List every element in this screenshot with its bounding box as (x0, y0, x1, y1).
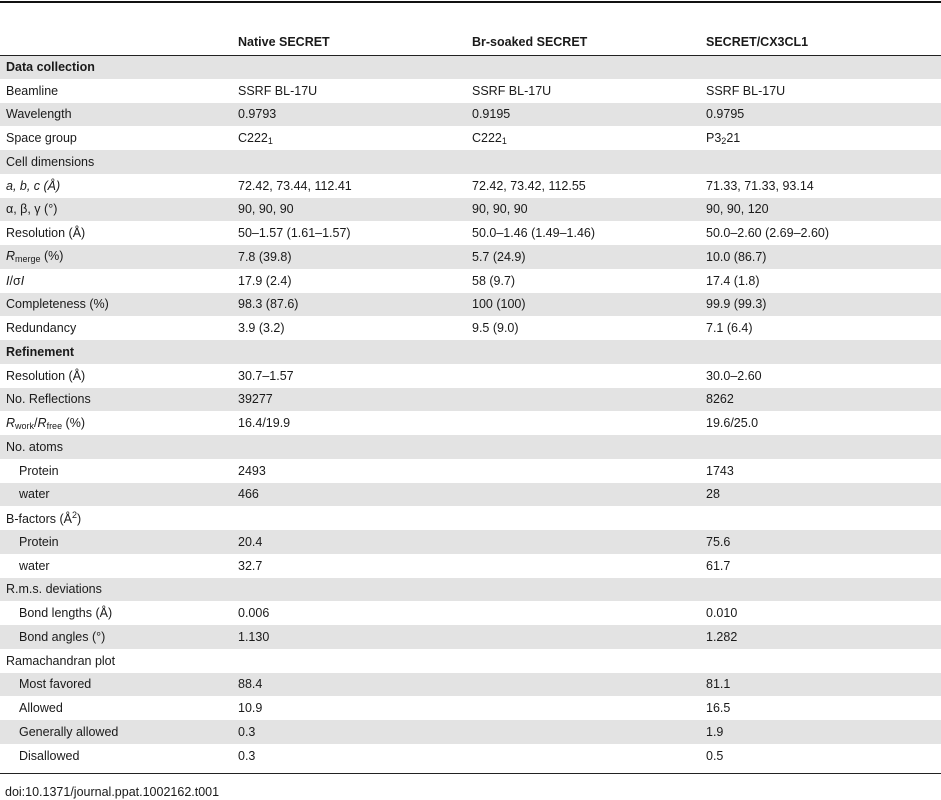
space-group-complex-suffix: 21 (726, 130, 741, 145)
table-cell: 466 (238, 487, 259, 502)
table-cell (232, 435, 466, 459)
table-row (0, 530, 941, 554)
table-cell (700, 506, 941, 530)
table-cell: 1743 (706, 463, 734, 478)
table-cell: 0.5 (706, 748, 724, 763)
table-cell (466, 625, 700, 649)
row-label: Resolution (Å) (6, 226, 86, 241)
table-cell (466, 388, 700, 412)
table-cell: 3.9 (3.2) (238, 321, 285, 336)
table-cell: 20.4 (238, 534, 263, 549)
table-cell (232, 649, 466, 673)
column-header-br-soaked: Br-soaked SECRET (472, 34, 588, 49)
table-cell: 39277 (238, 392, 273, 407)
table-cell (466, 530, 700, 554)
table-cell (466, 578, 700, 602)
table-cell: 72.42, 73.42, 112.55 (472, 178, 586, 193)
row-label: No. atoms (6, 439, 63, 454)
table-cell: 28 (706, 487, 720, 502)
table-cell (466, 150, 700, 174)
table-cell: 0.3 (238, 724, 256, 739)
table-row (0, 578, 941, 602)
table-row (0, 245, 941, 269)
section-heading-refinement: Refinement (6, 344, 75, 359)
table-cell: 1.9 (706, 724, 724, 739)
table-cell: SSRF BL-17U (706, 83, 786, 98)
table-cell (466, 506, 700, 530)
table-cell: 0.9793 (238, 107, 277, 122)
row-label: Most favored (19, 677, 92, 692)
table-cell: 90, 90, 90 (238, 202, 294, 217)
table-cell (466, 554, 700, 578)
row-label: Wavelength (6, 107, 72, 122)
table-cell (700, 578, 941, 602)
table-cell: 0.3 (238, 748, 256, 763)
row-label: Bond angles (°) (19, 629, 106, 644)
table-cell: 81.1 (706, 677, 731, 692)
table-cell (700, 150, 941, 174)
row-label: I/σI (6, 273, 25, 288)
row-label: water (19, 487, 50, 502)
table-cell (466, 720, 700, 744)
table-row (0, 459, 941, 483)
column-header-complex: SECRET/CX3CL1 (706, 34, 809, 49)
space-group-br: C222 (472, 130, 502, 145)
table-cell: 7.1 (6.4) (706, 321, 753, 336)
table-cell: 61.7 (706, 558, 731, 573)
row-label: water (19, 558, 50, 573)
top-rule (0, 1, 941, 3)
doi-caption: doi:10.1371/journal.ppat.1002162.t001 (5, 785, 220, 799)
table-cell: 50.0–1.46 (1.49–1.46) (472, 226, 596, 241)
table-row (0, 198, 941, 222)
table-row (0, 340, 941, 364)
table-cell (232, 150, 466, 174)
row-label: α, β, γ (°) (6, 202, 58, 217)
table-row (0, 55, 941, 79)
row-label: Resolution (Å) (6, 368, 86, 383)
table-cell: 16.4/19.9 (238, 416, 291, 431)
bottom-rule (0, 773, 941, 774)
row-label (0, 174, 232, 198)
table-row (0, 506, 941, 530)
table-row (0, 79, 941, 103)
table-cell (466, 364, 700, 388)
table-cell: 50–1.57 (1.61–1.57) (238, 226, 351, 241)
column-header-empty (0, 29, 232, 55)
table-cell: 17.4 (1.8) (706, 273, 760, 288)
table-row (0, 673, 941, 697)
table-cell: 10.9 (238, 701, 263, 716)
table-cell: 0.9795 (706, 107, 745, 122)
row-label: Protein (19, 463, 59, 478)
row-label: B-factors $(Å^2)$ (6, 510, 82, 527)
table-cell: 0.010 (706, 606, 738, 621)
table-row (0, 744, 941, 768)
row-label: Space group (6, 131, 77, 146)
subscript: 2 (721, 135, 727, 146)
section-heading-data-collection: Data collection (6, 60, 95, 75)
table-cell: 88.4 (238, 677, 263, 692)
table-cell: 5.7 (24.9) (472, 249, 526, 264)
row-label: Bond lengths (Å) (19, 606, 113, 621)
table-cell: 58 (9.7) (472, 273, 516, 288)
table-row (0, 316, 941, 340)
row-label: Protein (19, 534, 59, 549)
space-group-native: C222 (238, 130, 268, 145)
row-label: Beamline (6, 83, 59, 98)
row-label: $R_{merge}$ (%) (6, 249, 64, 265)
row-label: Cell dimensions (6, 154, 95, 169)
row-label: R.m.s. deviations (6, 582, 102, 597)
table-cell: 1.130 (238, 629, 270, 644)
table-cell: 17.9 (2.4) (238, 273, 292, 288)
row-label-italic: a, b, c (Å) (6, 178, 61, 193)
table-cell: 50.0–2.60 (2.69–2.60) (706, 226, 830, 241)
table-cell: 99.9 (99.3) (706, 297, 767, 312)
row-label: $R_{work}/R_{free}$ (%) (6, 415, 85, 431)
table-row (0, 720, 941, 744)
table-cell: 7.8 (39.8) (238, 249, 292, 264)
table-row (0, 103, 941, 127)
table-cell (466, 411, 700, 435)
table-row (0, 269, 941, 293)
table-cell: 72.42, 73.44, 112.41 (238, 178, 352, 193)
table-cell: 32.7 (238, 558, 263, 573)
table-cell: 16.5 (706, 701, 731, 716)
table-cell: SSRF BL-17U (472, 83, 552, 98)
crystallography-table (0, 29, 941, 768)
table-cell: 8262 (706, 392, 734, 407)
table-cell: 71.33, 71.33, 93.14 (706, 178, 814, 193)
table-cell: 100 (100) (472, 297, 526, 312)
table-row (0, 126, 941, 150)
row-label: Disallowed (19, 748, 80, 763)
table-row (0, 174, 941, 198)
table-row (0, 649, 941, 673)
table-cell: SSRF BL-17U (238, 83, 318, 98)
table-cell (232, 578, 466, 602)
table-cell: 19.6/25.0 (706, 416, 759, 431)
table-cell (466, 601, 700, 625)
table-cell: 0.9195 (472, 107, 511, 122)
space-group-complex-prefix: P3 (706, 130, 722, 145)
table-cell (232, 126, 466, 150)
table-row (0, 364, 941, 388)
table-row (0, 435, 941, 459)
table-row (0, 411, 941, 435)
subscript: 1 (501, 135, 507, 146)
table-cell (700, 649, 941, 673)
table-cell (466, 649, 700, 673)
table-cell (466, 435, 700, 459)
table-cell: 98.3 (87.6) (238, 297, 299, 312)
table-header-row (0, 29, 941, 55)
table-cell (232, 506, 466, 530)
table-row (0, 554, 941, 578)
table-row (0, 388, 941, 412)
row-label: No. Reflections (6, 392, 91, 407)
table-row (0, 150, 941, 174)
table-cell (466, 696, 700, 720)
table-row (0, 221, 941, 245)
table-row (0, 696, 941, 720)
table-cell: 1.282 (706, 629, 738, 644)
subscript: 1 (267, 135, 273, 146)
table-row (0, 483, 941, 507)
table-cell (466, 459, 700, 483)
table-cell: 30.0–2.60 (706, 368, 762, 383)
table-cell (700, 126, 941, 150)
table-cell: 0.006 (238, 606, 270, 621)
row-label: Generally allowed (19, 724, 119, 739)
table-cell (466, 126, 700, 150)
table-cell (466, 483, 700, 507)
table-row (0, 601, 941, 625)
table-row (0, 625, 941, 649)
table-cell: 90, 90, 120 (706, 202, 769, 217)
table-cell: 9.5 (9.0) (472, 321, 519, 336)
table-cell: 10.0 (86.7) (706, 249, 767, 264)
table-row (0, 293, 941, 317)
row-label: Redundancy (6, 321, 77, 336)
row-label: Allowed (19, 701, 63, 716)
table-cell (700, 435, 941, 459)
column-header-native: Native SECRET (238, 34, 330, 49)
table-cell: 90, 90, 90 (472, 202, 528, 217)
table-cell: 2493 (238, 463, 266, 478)
row-label: Ramachandran plot (6, 653, 116, 668)
table-cell: 30.7–1.57 (238, 368, 294, 383)
row-label: Completeness (%) (6, 297, 109, 312)
table-cell (466, 673, 700, 697)
table-cell: 75.6 (706, 534, 731, 549)
table-cell (466, 744, 700, 768)
